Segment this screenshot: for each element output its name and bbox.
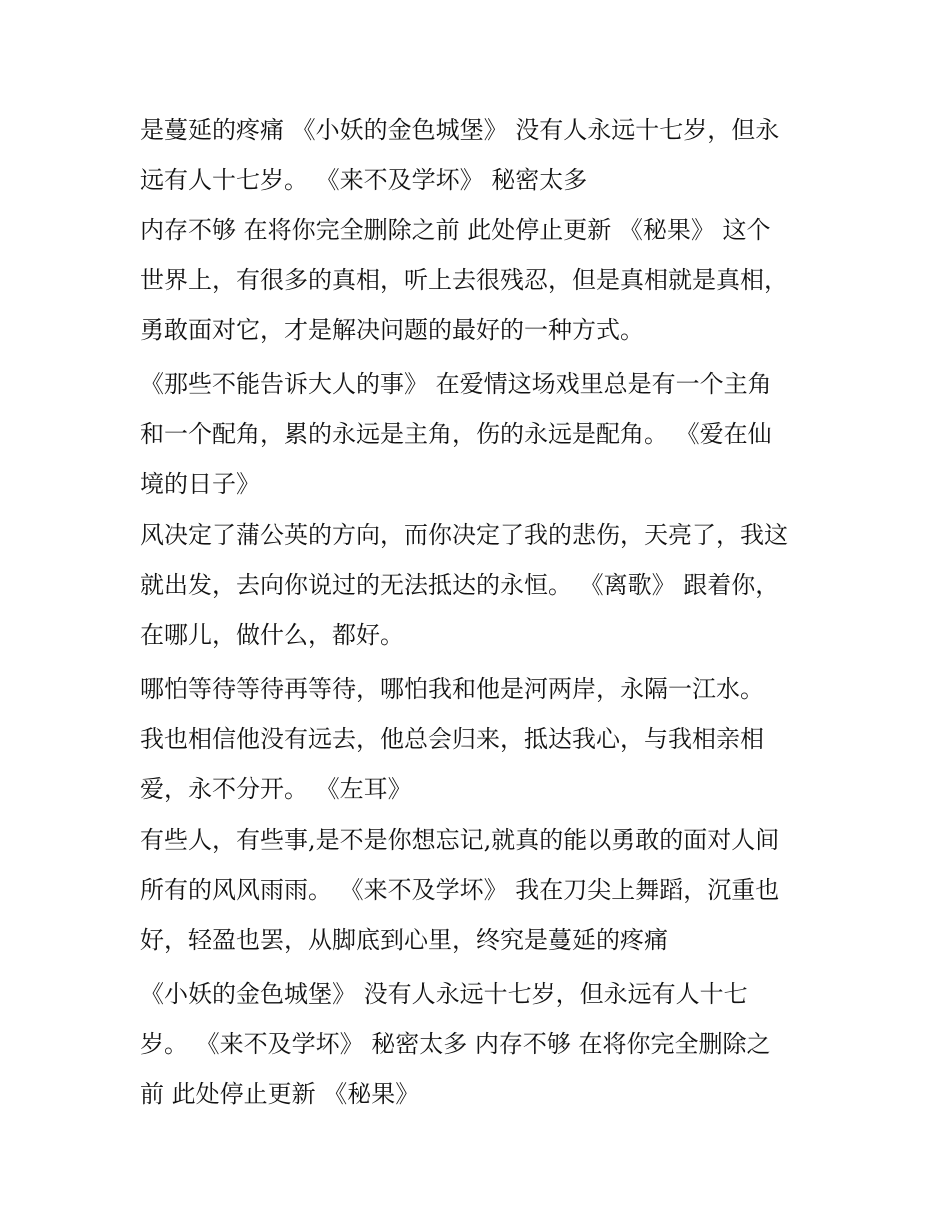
- text-line: 境的日子》: [140, 470, 260, 498]
- text-line: 世界上，有很多的真相，听上去很残忍，但是真相就是真相，: [140, 266, 788, 294]
- text-line: 前 此处停止更新 《秘果》: [140, 1080, 420, 1108]
- text-line: 爱，永不分开。 《左耳》: [140, 775, 412, 803]
- text-line: 有些人，有些事,是不是你想忘记,就真的能以勇敢的面对人间: [140, 826, 780, 854]
- text-line: 远有人十七岁。 《来不及学坏》 秘密太多: [140, 166, 588, 194]
- text-line: 哪怕等待等待再等待，哪怕我和他是河两岸，永隔一江水。: [140, 675, 764, 703]
- text-line: 岁。 《来不及学坏》 秘密太多 内存不够 在将你完全删除之: [140, 1030, 771, 1058]
- text-line: 是蔓延的疼痛 《小妖的金色城堡》 没有人永远十七岁，但永: [140, 116, 780, 144]
- text-line: 和一个配角，累的永远是主角，伤的永远是配角。 《爱在仙: [140, 420, 772, 448]
- text-line: 风决定了蒲公英的方向，而你决定了我的悲伤，天亮了，我这: [140, 521, 788, 549]
- text-line: 所有的风风雨雨。 《来不及学坏》 我在刀尖上舞蹈，沉重也: [140, 876, 780, 904]
- text-line: 我也相信他没有远去，他总会归来，抵达我心，与我相亲相: [140, 725, 764, 753]
- text-line: 好，轻盈也罢，从脚底到心里，终究是蔓延的疼痛: [140, 926, 668, 954]
- text-line: 《小妖的金色城堡》 没有人永远十七岁，但永远有人十七: [140, 980, 748, 1008]
- text-line: 内存不够 在将你完全删除之前 此处停止更新 《秘果》 这个: [140, 216, 771, 244]
- text-line: 在哪儿，做什么，都好。: [140, 621, 404, 649]
- text-line: 《那些不能告诉大人的事》 在爱情这场戏里总是有一个主角: [140, 370, 772, 398]
- text-line: 勇敢面对它，才是解决问题的最好的一种方式。: [140, 316, 644, 344]
- text-line: 就出发，去向你说过的无法抵达的永恒。 《离歌》 跟着你，: [140, 571, 780, 599]
